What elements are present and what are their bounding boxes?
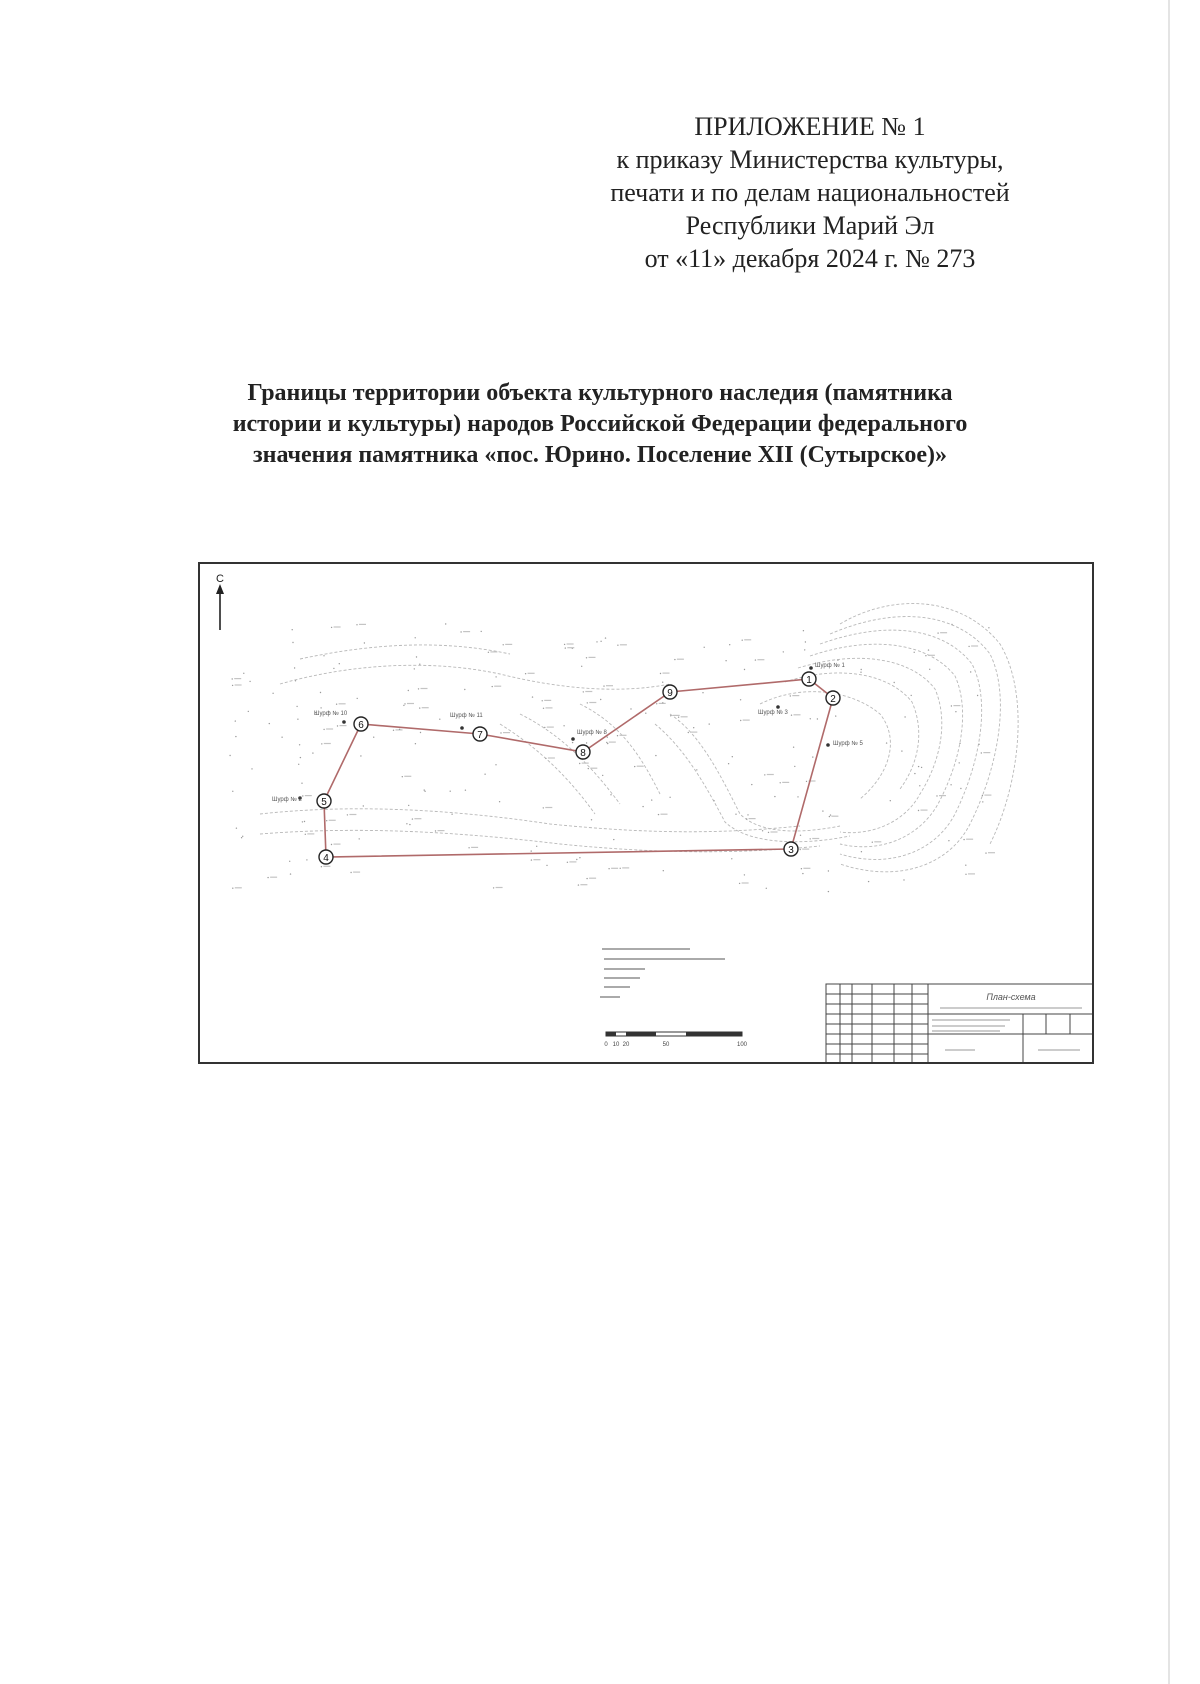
svg-text:3: 3	[788, 845, 794, 856]
test-pit-5	[826, 740, 863, 747]
svg-text:Шурф № 11: Шурф № 11	[450, 713, 483, 719]
svg-text:Шурф № 10: Шурф № 10	[314, 711, 348, 717]
boundary-point-4	[319, 850, 333, 864]
svg-text:5: 5	[321, 797, 327, 808]
north-label: С	[216, 573, 224, 585]
boundary-point-6	[354, 717, 368, 731]
svg-text:10: 10	[612, 1042, 620, 1048]
svg-text:20: 20	[622, 1042, 630, 1048]
boundary-point-8	[576, 745, 590, 759]
title-block-title: План-схема	[986, 992, 1036, 1002]
boundary-point-3	[784, 842, 798, 856]
svg-text:6: 6	[358, 720, 364, 731]
svg-text:1: 1	[806, 675, 812, 686]
document-title	[150, 378, 1050, 471]
svg-text:7: 7	[477, 730, 483, 741]
title-line-2: истории и культуры) народов Российской Федерации федерального	[232, 411, 968, 437]
site-plan-svg	[200, 564, 1094, 1064]
boundary-point-2	[826, 691, 840, 705]
title-line-1: Границы территории объекта культурного наследия (памятника	[247, 380, 953, 406]
site-plan-map	[198, 562, 1094, 1064]
title-line-3: значения памятника «пос. Юрино. Поселение XII (Сутырское)»	[252, 442, 948, 468]
appendix-line-1: ПРИЛОЖЕНИЕ № 1	[694, 112, 926, 141]
test-pit-3	[758, 705, 788, 716]
boundary-point-1	[802, 672, 816, 686]
map-legend	[600, 949, 725, 997]
appendix-line-5: от «11» декабря 2024 г. № 273	[644, 244, 976, 273]
svg-text:Шурф № 5: Шурф № 5	[833, 741, 863, 747]
test-pit-2	[272, 796, 302, 803]
boundary-polygon	[324, 679, 833, 857]
svg-text:9: 9	[667, 688, 673, 699]
svg-text:Шурф № 2: Шурф № 2	[272, 797, 302, 803]
appendix-header	[560, 110, 1060, 275]
appendix-line-3: печати и по делам национальностей	[610, 178, 1010, 207]
scan-edge	[1168, 0, 1170, 1684]
svg-text:Шурф № 8: Шурф № 8	[577, 730, 607, 736]
svg-text:Шурф № 3: Шурф № 3	[758, 710, 788, 716]
svg-text:0: 0	[604, 1042, 608, 1048]
svg-text:Шурф № 1: Шурф № 1	[815, 663, 845, 669]
title-block	[826, 984, 1094, 1064]
test-pit-1	[809, 662, 845, 670]
boundary-point-5	[317, 794, 331, 808]
svg-text:4: 4	[323, 853, 329, 864]
svg-text:8: 8	[580, 748, 586, 759]
boundary-point-9	[663, 685, 677, 699]
scale-bar	[604, 1032, 747, 1048]
svg-text:2: 2	[830, 694, 836, 705]
north-arrow	[216, 573, 224, 630]
appendix-line-4: Республики Марий Эл	[685, 211, 935, 240]
svg-text:100: 100	[736, 1042, 748, 1048]
boundary-point-7	[473, 727, 487, 741]
svg-text:50: 50	[662, 1042, 670, 1048]
appendix-line-2: к приказу Министерства культуры,	[616, 145, 1004, 174]
test-pit-10	[314, 710, 348, 724]
